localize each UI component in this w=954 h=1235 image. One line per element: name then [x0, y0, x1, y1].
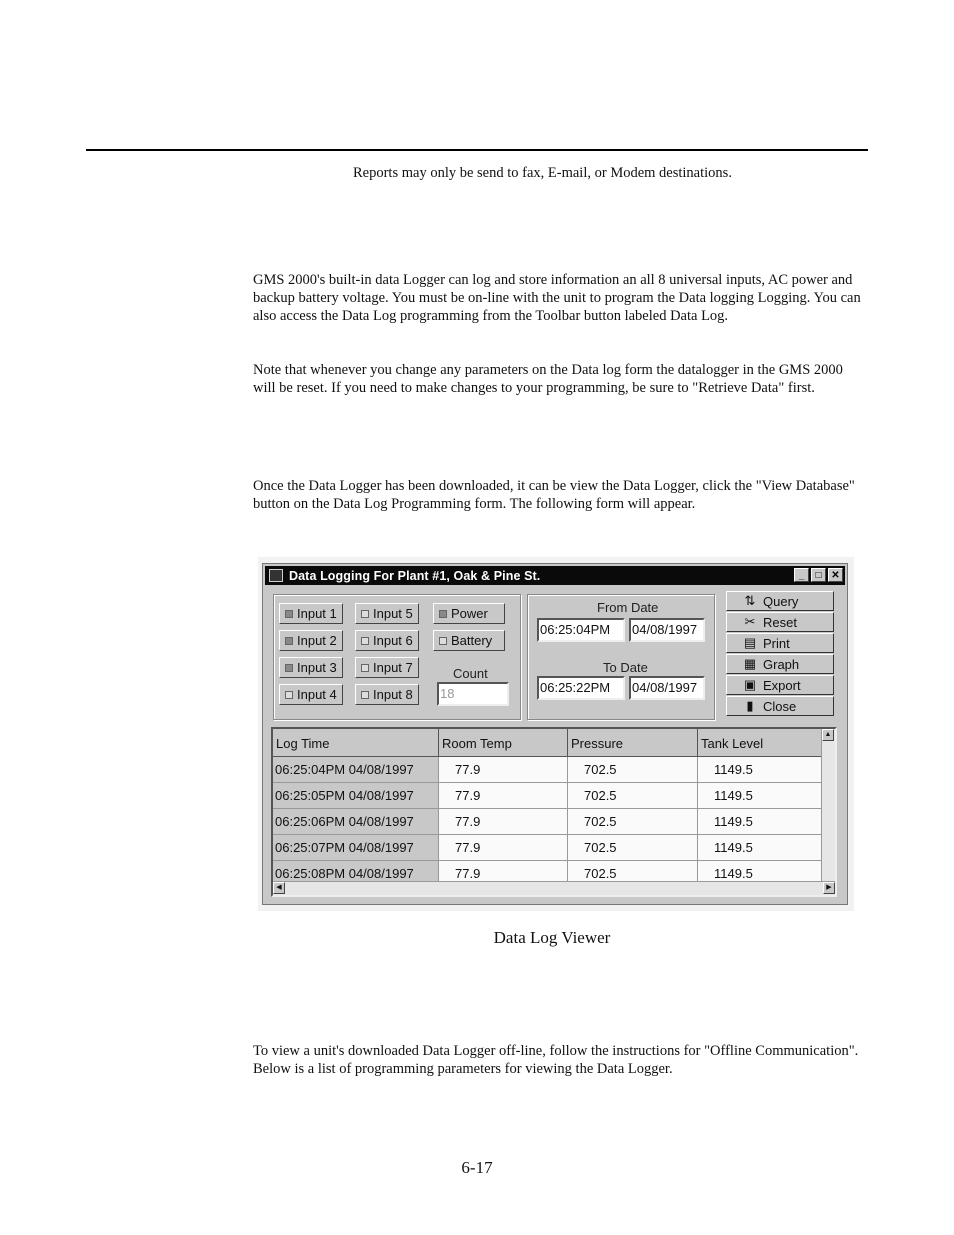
checkbox-label: Input 3: [297, 660, 337, 675]
close-icon[interactable]: ✕: [828, 568, 843, 582]
window-title: Data Logging For Plant #1, Oak & Pine St.: [289, 568, 541, 583]
to-date-field[interactable]: 04/08/1997: [629, 676, 705, 700]
reset-button[interactable]: [726, 612, 834, 632]
table-cell[interactable]: 702.5: [568, 809, 698, 835]
checkbox-label: Battery: [451, 633, 493, 648]
table-cell[interactable]: 77.9: [439, 783, 568, 809]
checkbox-input-1[interactable]: [279, 603, 343, 624]
column-header[interactable]: Log Time: [273, 729, 439, 757]
checkbox-box[interactable]: [439, 637, 447, 645]
horizontal-scrollbar[interactable]: [273, 881, 835, 895]
data-logging-window: [262, 563, 848, 905]
view-database-paragraph: Once the Data Logger has been downloaded, it can be view the Data Logger, click the "View Database" button on the Data Log Programming form. The following form will appear.: [253, 478, 855, 512]
from-time-field[interactable]: 06:25:04PM: [537, 618, 625, 642]
table-cell[interactable]: 77.9: [439, 861, 568, 887]
checkbox-box[interactable]: [439, 610, 447, 618]
checkbox-box[interactable]: [361, 637, 369, 645]
header-rule: [86, 149, 868, 151]
table-cell[interactable]: 702.5: [568, 757, 698, 783]
checkbox-box[interactable]: [285, 664, 293, 672]
count-field[interactable]: 18: [437, 682, 509, 706]
report-destinations-note: Reports may only be send to fax, E-mail, or Modem destinations.: [353, 165, 732, 181]
scissors-icon: ✂: [744, 614, 756, 629]
button-label: Close: [763, 698, 797, 714]
log-data-grid[interactable]: [271, 727, 837, 897]
vertical-scrollbar[interactable]: [821, 729, 835, 883]
button-label: Query: [763, 593, 799, 609]
window-titlebar[interactable]: [265, 566, 845, 585]
checkbox-label: Input 6: [373, 633, 413, 648]
button-label: Print: [763, 635, 790, 651]
graph-button[interactable]: [726, 654, 834, 674]
column-header[interactable]: Tank Level: [698, 729, 826, 757]
row-log-time[interactable]: 06:25:07PM 04/08/1997: [273, 835, 439, 861]
scroll-right-icon[interactable]: ▶: [823, 882, 835, 894]
sort-az-icon: ⇅: [744, 593, 756, 608]
data-log-viewer-figure: [258, 557, 854, 911]
checkbox-box[interactable]: [285, 691, 293, 699]
system-menu-icon[interactable]: [269, 569, 283, 582]
checkbox-label: Input 2: [297, 633, 337, 648]
checkbox-input-3[interactable]: [279, 657, 343, 678]
row-log-time[interactable]: 06:25:04PM 04/08/1997: [273, 757, 439, 783]
checkbox-box[interactable]: [361, 664, 369, 672]
column-header[interactable]: Room Temp: [439, 729, 568, 757]
print-button[interactable]: [726, 633, 834, 653]
scroll-left-icon[interactable]: ◀: [273, 882, 285, 894]
checkbox-label: Input 8: [373, 687, 413, 702]
door-icon: ▮: [746, 698, 754, 713]
export-button[interactable]: [726, 675, 834, 695]
checkbox-power[interactable]: [433, 603, 505, 624]
checkbox-input-7[interactable]: [355, 657, 419, 678]
close-button[interactable]: [726, 696, 834, 716]
page-number: 6-17: [461, 1158, 493, 1177]
minimize-icon[interactable]: _: [794, 568, 809, 582]
table-cell[interactable]: 77.9: [439, 757, 568, 783]
maximize-icon[interactable]: □: [811, 568, 826, 582]
checkbox-input-8[interactable]: [355, 684, 419, 705]
column-header[interactable]: Pressure: [568, 729, 698, 757]
to-date-label: To Date: [603, 660, 648, 675]
table-cell[interactable]: 702.5: [568, 835, 698, 861]
checkbox-input-5[interactable]: [355, 603, 419, 624]
export-icon: ▣: [743, 677, 757, 692]
table-cell[interactable]: 77.9: [439, 809, 568, 835]
offline-paragraph: To view a unit's downloaded Data Logger off-line, follow the instructions for "Offline Communication". Below is a list of programming parameters for viewing the Data Logger.: [253, 1043, 859, 1077]
table-cell[interactable]: 77.9: [439, 835, 568, 861]
checkbox-box[interactable]: [285, 637, 293, 645]
to-time-field[interactable]: 06:25:22PM: [537, 676, 625, 700]
checkbox-box[interactable]: [361, 691, 369, 699]
graph-icon: ▦: [743, 656, 757, 671]
checkbox-label: Input 4: [297, 687, 337, 702]
query-button[interactable]: [726, 591, 834, 611]
checkbox-input-2[interactable]: [279, 630, 343, 651]
scroll-up-icon[interactable]: ▲: [822, 729, 834, 741]
button-label: Graph: [763, 656, 800, 672]
table-cell[interactable]: 702.5: [568, 861, 698, 887]
button-label: Export: [763, 677, 801, 693]
from-date-field[interactable]: 04/08/1997: [629, 618, 705, 642]
reset-warning-paragraph: Note that whenever you change any parameters on the Data log form the datalogger in the GMS 2000 will be reset. If you need to make changes to your programming, be sure to "Retrieve Data" first.: [253, 362, 843, 396]
intro-paragraph: GMS 2000's built-in data Logger can log and store information an all 8 universal inputs, AC power and backup battery voltage. You must be on-line with the unit to program the Data logging Logging. You can also access the Data Log programming from the Toolbar button labeled Data Log.: [253, 272, 861, 324]
checkbox-box[interactable]: [285, 610, 293, 618]
checkbox-input-6[interactable]: [355, 630, 419, 651]
table-cell[interactable]: 1149.5: [698, 783, 826, 809]
row-log-time[interactable]: 06:25:05PM 04/08/1997: [273, 783, 439, 809]
table-cell[interactable]: 1149.5: [698, 757, 826, 783]
table-cell[interactable]: 1149.5: [698, 835, 826, 861]
checkbox-battery[interactable]: [433, 630, 505, 651]
count-label: Count: [453, 666, 488, 681]
table-cell[interactable]: 1149.5: [698, 861, 826, 887]
row-log-time[interactable]: 06:25:06PM 04/08/1997: [273, 809, 439, 835]
checkbox-label: Power: [451, 606, 488, 621]
checkbox-label: Input 1: [297, 606, 337, 621]
from-date-label: From Date: [597, 600, 659, 615]
table-cell[interactable]: 1149.5: [698, 809, 826, 835]
checkbox-label: Input 7: [373, 660, 413, 675]
row-log-time[interactable]: 06:25:08PM 04/08/1997: [273, 861, 439, 887]
table-cell[interactable]: 702.5: [568, 783, 698, 809]
figure-caption: Data Log Viewer: [493, 928, 611, 947]
checkbox-input-4[interactable]: [279, 684, 343, 705]
button-label: Reset: [763, 614, 797, 630]
checkbox-box[interactable]: [361, 610, 369, 618]
checkbox-label: Input 5: [373, 606, 413, 621]
printer-icon: ▤: [743, 635, 757, 650]
